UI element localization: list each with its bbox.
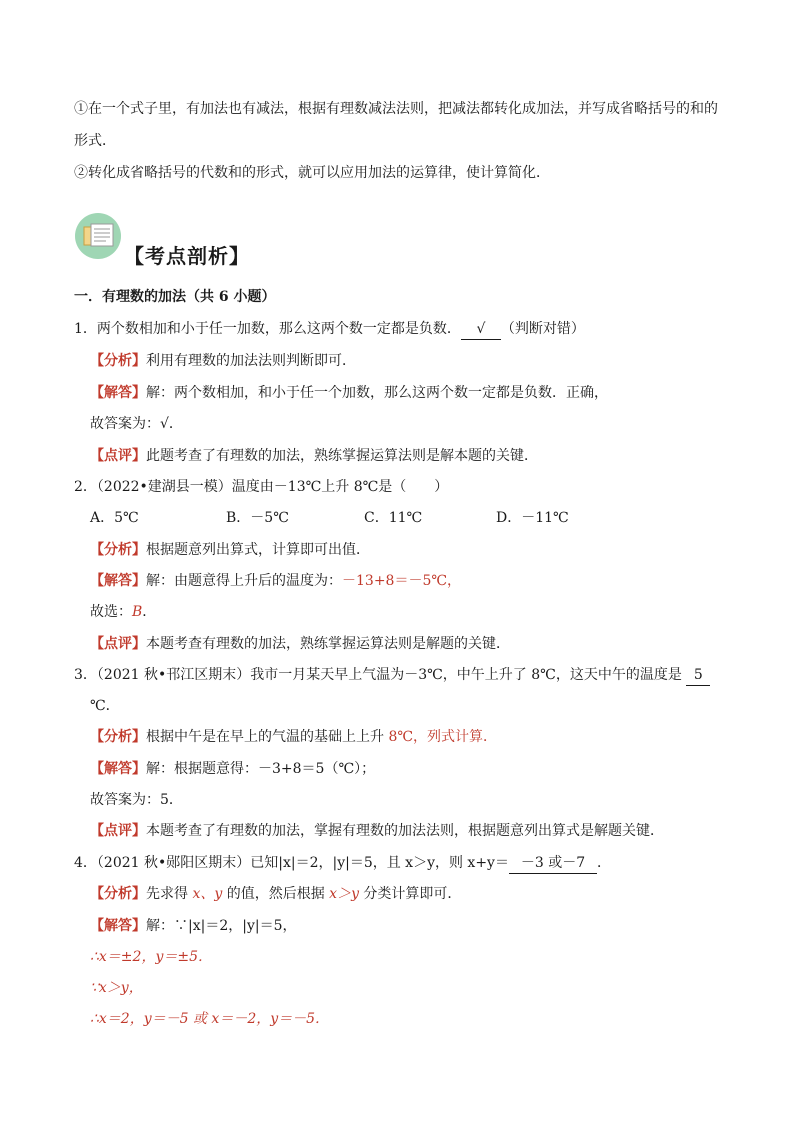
q2-choice-post: ． xyxy=(142,604,157,620)
q4-analysis xyxy=(90,884,461,904)
q4-answer-blank: －3 或－7 xyxy=(509,853,597,874)
q4-solution xyxy=(90,916,297,936)
section-title: 【考点剖析】 xyxy=(124,244,250,268)
q4-analysis-xy: x、y xyxy=(192,886,223,902)
q2-choice-pre: 故选： xyxy=(90,604,132,620)
q3-answer-blank: 5 xyxy=(686,665,710,686)
q2-stem: 2．（2022•建湖县一模）温度由－13℃上升 8℃是（ ） xyxy=(74,479,449,495)
intro-p2: ②转化成省略括号的代数和的形式，就可以应用加法的运算律，使计算简化． xyxy=(74,165,550,181)
q3-comment-tag: 【点评】 xyxy=(90,823,146,839)
q3-solution-text: 解：根据题意得：－3+8＝5（℃）； xyxy=(146,761,376,777)
q3-analysis-text: 根据中午是在早上的气温的基础上上升 xyxy=(146,729,389,745)
q4-stem-post: ． xyxy=(596,855,611,871)
q3-solution-tag: 【解答】 xyxy=(90,761,146,777)
q1-stem xyxy=(74,319,585,340)
q3-stem-unit: ℃． xyxy=(90,698,120,714)
q2-option-b: B．－5℃ xyxy=(226,510,289,526)
q2-comment-text: 本题考查有理数的加法，熟练掌握运算法则是解题的关键． xyxy=(146,636,510,652)
q4-step-1: ∴x＝±2，y＝±5． xyxy=(90,949,212,965)
q2-option-a: A．5℃ xyxy=(90,510,139,526)
q2-solution-tag: 【解答】 xyxy=(90,573,146,589)
q3-stem-pre: 3．（2021 秋•邗江区期末）我市一月某天早上气温为－3℃，中午上升了 8℃，这天中午的温度是 xyxy=(74,667,682,683)
q2-choice xyxy=(90,602,156,622)
q3-analysis-red: 8℃，列式计算． xyxy=(388,729,498,745)
q1-comment-text: 此题考查了有理数的加法，熟练掌握运算法则是解本题的关键． xyxy=(146,448,538,464)
q2-solution-text: 解：由题意得上升后的温度为： xyxy=(146,573,342,589)
q2-options xyxy=(90,508,569,528)
intro-p1b: 形式． xyxy=(74,133,116,149)
q1-solution-tag: 【解答】 xyxy=(90,385,146,401)
heading-addition: 一．有理数的加法（共 6 小题） xyxy=(74,289,276,305)
q2-analysis-text: 根据题意列出算式，计算即可出值． xyxy=(146,542,370,558)
q2-analysis xyxy=(90,540,370,560)
q3-answer-line: 故答案为：5． xyxy=(90,792,183,808)
q2-option-d: D．－11℃ xyxy=(496,510,569,526)
q4-stem xyxy=(74,853,611,874)
q1-stem-pre: 1．两个数相加和小于任一加数，那么这两个数一定都是负数． xyxy=(74,321,461,337)
intro-p1a: ①在一个式子里，有加法也有减法，根据有理数减法法则，把减法都转化成加法，并写成省略括号的和的 xyxy=(74,101,718,117)
document-icon xyxy=(75,213,121,259)
q3-stem xyxy=(74,665,710,686)
q2-analysis-tag: 【分析】 xyxy=(90,542,146,558)
q2-solution xyxy=(90,571,461,591)
q4-step-2: ∵x＞y， xyxy=(90,980,143,996)
q3-solution xyxy=(90,759,375,779)
q4-stem-pre: 4．（2021 秋•郧阳区期末）已知|x|＝2，|y|＝5，且 x＞y，则 x+y＝ xyxy=(74,855,509,871)
q1-analysis xyxy=(90,351,356,371)
q4-analysis-cond: x＞y xyxy=(329,886,359,902)
q4-analysis-mid: 的值，然后根据 xyxy=(222,886,330,902)
q1-analysis-text: 利用有理数的加法法则判断即可． xyxy=(146,353,356,369)
q3-analysis-tag: 【分析】 xyxy=(90,729,146,745)
q1-comment-tag: 【点评】 xyxy=(90,448,146,464)
q3-analysis xyxy=(90,727,497,747)
q1-answer-line: 故答案为：√． xyxy=(90,416,183,432)
q1-comment xyxy=(90,446,538,466)
q1-analysis-tag: 【分析】 xyxy=(90,353,146,369)
q2-choice-answer: B xyxy=(132,604,143,620)
q1-stem-post: （判断对错） xyxy=(500,321,585,337)
q1-answer-blank: √ xyxy=(461,319,501,340)
q1-solution xyxy=(90,383,608,403)
q4-step-3: ∴x＝2，y＝－5 或 x＝－2，y＝－5． xyxy=(90,1011,330,1027)
q4-solution-text: 解：∵|x|＝2，|y|＝5， xyxy=(146,918,297,934)
q4-solution-tag: 【解答】 xyxy=(90,918,146,934)
q3-comment xyxy=(90,821,664,841)
q2-solution-math: －13+8＝－5℃， xyxy=(342,573,462,589)
q1-solution-text: 解：两个数相加，和小于任一个加数，那么这两个数一定都是负数．正确， xyxy=(146,385,608,401)
q4-analysis-post: 分类计算即可． xyxy=(358,886,462,902)
q3-comment-text: 本题考查了有理数的加法，掌握有理数的加法法则，根据题意列出算式是解题关键． xyxy=(146,823,664,839)
q2-option-c: C．11℃ xyxy=(364,510,423,526)
q2-comment-tag: 【点评】 xyxy=(90,636,146,652)
q2-comment xyxy=(90,634,510,654)
q4-analysis-pre: 先求得 xyxy=(146,886,193,902)
q4-analysis-tag: 【分析】 xyxy=(90,886,146,902)
